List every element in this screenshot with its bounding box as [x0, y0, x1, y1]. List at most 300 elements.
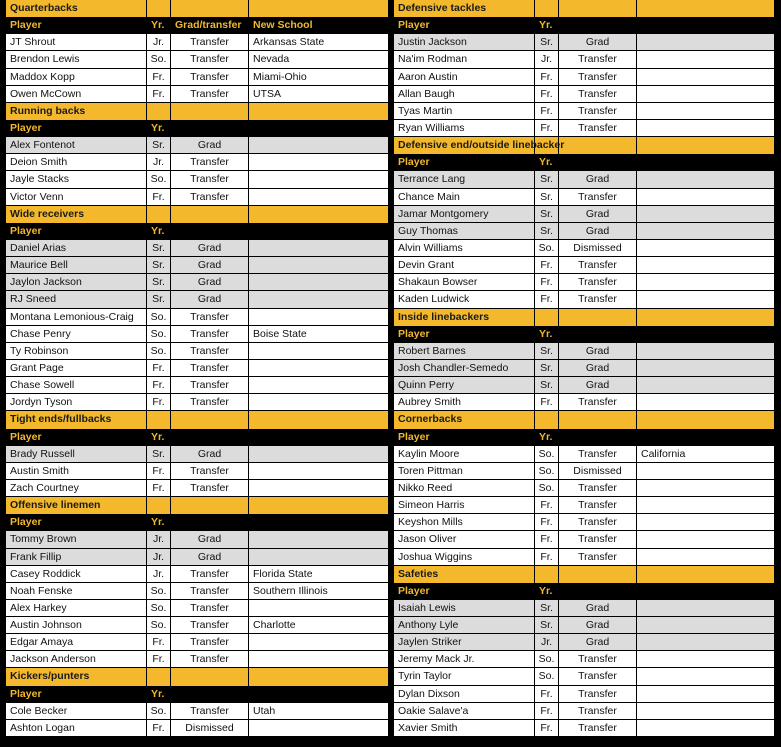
player-name: Aubrey Smith: [394, 394, 535, 410]
player-year: Sr.: [535, 171, 559, 187]
header-school: [249, 514, 388, 531]
player-status: Transfer: [171, 171, 249, 187]
player-year: So.: [147, 51, 171, 67]
table-row: [394, 291, 774, 308]
player-status: Grad: [559, 206, 637, 222]
section-title-filler: [147, 497, 171, 514]
player-year: So.: [535, 480, 559, 496]
section-title-row: [6, 497, 388, 514]
header-player: Player: [10, 224, 42, 237]
player-new-school: [249, 446, 388, 462]
player-status: Transfer: [559, 394, 637, 410]
section-title-filler: [171, 206, 249, 223]
player-name: Oakie Salave'a: [394, 703, 535, 719]
column-header-row: [6, 120, 388, 137]
player-new-school: [249, 343, 388, 359]
table-row: [6, 446, 388, 463]
table-row: [394, 514, 774, 531]
player-new-school: [637, 634, 774, 650]
player-year: Fr.: [147, 69, 171, 85]
section-title: Running backs: [6, 103, 147, 120]
header-school: [637, 429, 774, 446]
player-year: Fr.: [535, 69, 559, 85]
section-title: Kickers/punters: [6, 668, 147, 685]
table-row: [6, 651, 388, 668]
player-new-school: [249, 480, 388, 496]
table-row: [6, 34, 388, 51]
player-new-school: [249, 360, 388, 376]
section-title-row: [394, 566, 774, 583]
player-name: Noah Fenske: [6, 583, 147, 599]
player-name: Toren Pittman: [394, 463, 535, 479]
player-new-school: [637, 531, 774, 547]
player-status: Transfer: [171, 463, 249, 479]
section-title-row: [6, 103, 388, 120]
player-status: Transfer: [171, 326, 249, 342]
header-status: [559, 154, 637, 171]
table-row: [394, 480, 774, 497]
table-row: [394, 51, 774, 68]
player-new-school: [249, 189, 388, 205]
player-new-school: [637, 291, 774, 307]
player-year: Fr.: [535, 686, 559, 702]
section-title: Wide receivers: [6, 206, 147, 223]
player-status: Transfer: [559, 668, 637, 684]
section-title-filler: [249, 411, 388, 428]
player-new-school: [637, 617, 774, 633]
player-year: Sr.: [147, 291, 171, 307]
section-title-filler: [637, 137, 774, 154]
player-new-school: Utah: [253, 704, 276, 717]
table-row: [394, 549, 774, 566]
header-school: [637, 17, 774, 34]
player-new-school: [637, 34, 774, 50]
player-year: Fr.: [147, 480, 171, 496]
player-status: Transfer: [171, 309, 249, 325]
player-name: Chance Main: [394, 189, 535, 205]
header-status: [171, 686, 249, 703]
section-title-filler: [171, 497, 249, 514]
header-player: Player: [10, 516, 42, 529]
column-header-row: [6, 514, 388, 531]
table-row: [6, 257, 388, 274]
player-year: Fr.: [147, 651, 171, 667]
player-status: Transfer: [171, 51, 249, 67]
table-row: [394, 497, 774, 514]
player-status: Grad: [171, 274, 249, 290]
column-header-row: [394, 429, 774, 446]
player-name: Daniel Arias: [6, 240, 147, 256]
player-name: Kaden Ludwick: [394, 291, 535, 307]
header-yr: Yr.: [539, 430, 553, 443]
player-new-school: [637, 223, 774, 239]
header-school: [637, 326, 774, 343]
player-new-school: [637, 497, 774, 513]
player-name: Maurice Bell: [6, 257, 147, 273]
player-year: Sr.: [147, 137, 171, 153]
player-status: Transfer: [171, 69, 249, 85]
player-new-school: [249, 463, 388, 479]
table-row: [394, 651, 774, 668]
table-row: [6, 291, 388, 308]
header-school: [249, 429, 388, 446]
player-name: Jordyn Tyson: [6, 394, 147, 410]
section-title-filler: [535, 566, 559, 583]
player-new-school: [249, 394, 388, 410]
section-title-filler: [171, 411, 249, 428]
player-new-school: Boise State: [253, 327, 307, 340]
player-name: JT Shrout: [6, 34, 147, 50]
column-header-row: [394, 326, 774, 343]
player-name: Justin Jackson: [394, 34, 535, 50]
player-new-school: [249, 531, 388, 547]
player-year: Sr.: [535, 360, 559, 376]
player-status: Grad: [171, 549, 249, 565]
player-year: Jr.: [535, 634, 559, 650]
table-row: [394, 446, 774, 463]
player-name: Tommy Brown: [6, 531, 147, 547]
player-year: So.: [147, 343, 171, 359]
player-new-school: [637, 686, 774, 702]
header-status: [171, 223, 249, 240]
player-name: Nikko Reed: [394, 480, 535, 496]
section-title-row: [6, 411, 388, 428]
player-new-school: [637, 189, 774, 205]
table-row: [6, 171, 388, 188]
section-title-row: [394, 0, 774, 17]
player-new-school: [637, 257, 774, 273]
section-title-filler: [147, 206, 171, 223]
table-row: [394, 703, 774, 720]
player-name: Josh Chandler-Semedo: [394, 360, 535, 376]
header-school: [637, 154, 774, 171]
player-status: Grad: [559, 617, 637, 633]
player-name: Montana Lemonious-Craig: [6, 309, 147, 325]
header-status: [559, 429, 637, 446]
table-row: [6, 69, 388, 86]
player-year: Fr.: [535, 497, 559, 513]
header-player: Player: [10, 687, 42, 700]
section-title-filler: [637, 0, 774, 17]
section-title-filler: [535, 0, 559, 17]
player-name: Anthony Lyle: [394, 617, 535, 633]
section-title-filler: [637, 411, 774, 428]
player-year: Jr.: [147, 531, 171, 547]
player-status: Transfer: [171, 360, 249, 376]
header-status: [171, 514, 249, 531]
table-row: [394, 360, 774, 377]
player-new-school: [637, 480, 774, 496]
header-school: [637, 583, 774, 600]
player-name: Jaylen Striker: [394, 634, 535, 650]
section-title-filler: [249, 103, 388, 120]
table-row: [394, 171, 774, 188]
table-row: [6, 566, 388, 583]
player-year: Fr.: [535, 291, 559, 307]
header-status: [559, 583, 637, 600]
header-yr: Yr.: [539, 156, 553, 169]
player-status: Transfer: [559, 514, 637, 530]
player-new-school: [637, 600, 774, 616]
section-title-filler: [249, 206, 388, 223]
player-status: Grad: [171, 257, 249, 273]
player-name: Ashton Logan: [6, 720, 147, 736]
player-year: Fr.: [535, 86, 559, 102]
player-name: Owen McCown: [6, 86, 147, 102]
section-title-filler: [535, 309, 559, 326]
player-status: Grad: [171, 446, 249, 462]
player-name: Austin Johnson: [6, 617, 147, 633]
section-title-filler: [559, 411, 637, 428]
header-player: Player: [398, 19, 430, 32]
player-new-school: [637, 651, 774, 667]
table-row: [6, 360, 388, 377]
section-title-filler: [637, 566, 774, 583]
table-row: [6, 326, 388, 343]
table-row: [394, 69, 774, 86]
player-new-school: [637, 274, 774, 290]
player-year: Fr.: [535, 103, 559, 119]
player-name: Austin Smith: [6, 463, 147, 479]
section-title: Inside linebackers: [394, 309, 535, 326]
player-status: Transfer: [171, 600, 249, 616]
player-name: RJ Sneed: [6, 291, 147, 307]
player-year: Sr.: [147, 446, 171, 462]
header-yr: Yr.: [539, 19, 553, 32]
table-row: [6, 480, 388, 497]
player-name: Alvin Williams: [394, 240, 535, 256]
player-year: Fr.: [147, 377, 171, 393]
player-name: Grant Page: [6, 360, 147, 376]
table-row: [394, 120, 774, 137]
player-name: Zach Courtney: [6, 480, 147, 496]
player-status: Transfer: [559, 497, 637, 513]
player-name: Jamar Montgomery: [394, 206, 535, 222]
player-year: Jr.: [535, 51, 559, 67]
player-name: Keyshon Mills: [394, 514, 535, 530]
player-status: Dismissed: [171, 720, 249, 736]
player-new-school: Southern Illinois: [253, 584, 328, 597]
player-status: Transfer: [559, 480, 637, 496]
player-status: Grad: [559, 377, 637, 393]
header-player: Player: [398, 156, 430, 169]
player-year: Sr.: [535, 617, 559, 633]
player-name: Simeon Harris: [394, 497, 535, 513]
player-status: Dismissed: [559, 240, 637, 256]
left-column: [6, 0, 388, 737]
player-status: Transfer: [559, 291, 637, 307]
player-status: Transfer: [171, 583, 249, 599]
section-title-row: [394, 137, 774, 154]
player-name: Xavier Smith: [394, 720, 535, 736]
player-status: Grad: [559, 600, 637, 616]
section-title-filler: [171, 0, 249, 17]
player-year: So.: [147, 583, 171, 599]
player-name: Ryan Williams: [394, 120, 535, 136]
table-row: [6, 531, 388, 548]
player-new-school: [637, 103, 774, 119]
player-name: Jason Oliver: [394, 531, 535, 547]
player-name: Jackson Anderson: [6, 651, 147, 667]
section-title-row: [6, 206, 388, 223]
player-new-school: [637, 463, 774, 479]
table-row: [394, 463, 774, 480]
header-yr: Yr.: [539, 327, 553, 340]
header-yr: Yr.: [539, 584, 553, 597]
section-title-filler: [249, 497, 388, 514]
player-status: Grad: [171, 240, 249, 256]
table-row: [6, 189, 388, 206]
player-name: Cole Becker: [6, 703, 147, 719]
player-status: Transfer: [559, 686, 637, 702]
player-new-school: [637, 668, 774, 684]
player-new-school: [637, 171, 774, 187]
player-new-school: California: [641, 447, 686, 460]
table-row: [394, 686, 774, 703]
player-new-school: [249, 634, 388, 650]
player-new-school: [637, 206, 774, 222]
player-status: Transfer: [171, 394, 249, 410]
player-name: Alex Harkey: [6, 600, 147, 616]
player-name: Edgar Amaya: [6, 634, 147, 650]
header-status: Grad/transfer: [175, 19, 242, 32]
player-name: Devin Grant: [394, 257, 535, 273]
table-row: [394, 600, 774, 617]
player-name: Robert Barnes: [394, 343, 535, 359]
player-status: Grad: [559, 360, 637, 376]
player-year: Fr.: [535, 274, 559, 290]
player-new-school: [637, 549, 774, 565]
player-new-school: [249, 171, 388, 187]
header-school: [249, 223, 388, 240]
section-title: Offensive linemen: [6, 497, 147, 514]
player-year: Fr.: [147, 360, 171, 376]
player-new-school: [637, 120, 774, 136]
player-status: Grad: [559, 634, 637, 650]
player-status: Transfer: [171, 154, 249, 170]
player-status: Grad: [171, 137, 249, 153]
player-status: Transfer: [171, 566, 249, 582]
player-status: Transfer: [559, 120, 637, 136]
header-yr: Yr.: [151, 19, 165, 32]
player-year: Fr.: [147, 86, 171, 102]
table-row: [394, 223, 774, 240]
player-year: So.: [147, 617, 171, 633]
player-new-school: [637, 720, 774, 736]
column-header-row: [6, 17, 388, 34]
section-title-filler: [559, 137, 637, 154]
player-year: Fr.: [535, 514, 559, 530]
player-new-school: [637, 51, 774, 67]
table-row: [394, 240, 774, 257]
player-status: Grad: [559, 223, 637, 239]
table-row: [6, 703, 388, 720]
column-header-row: [394, 583, 774, 600]
player-year: Sr.: [535, 223, 559, 239]
player-year: So.: [147, 703, 171, 719]
header-player: Player: [398, 327, 430, 340]
player-new-school: [637, 360, 774, 376]
section-title-row: [394, 309, 774, 326]
section-title: Defensive tackles: [394, 0, 535, 17]
section-title-filler: [535, 411, 559, 428]
player-status: Dismissed: [559, 463, 637, 479]
player-status: Transfer: [559, 86, 637, 102]
player-status: Transfer: [171, 480, 249, 496]
table-row: [6, 86, 388, 103]
player-status: Transfer: [559, 257, 637, 273]
player-year: Sr.: [535, 189, 559, 205]
player-new-school: [249, 377, 388, 393]
player-year: So.: [147, 600, 171, 616]
table-row: [6, 600, 388, 617]
player-new-school: [637, 240, 774, 256]
player-status: Transfer: [559, 51, 637, 67]
table-row: [6, 154, 388, 171]
player-new-school: Nevada: [253, 53, 290, 66]
section-title-filler: [559, 566, 637, 583]
table-row: [394, 189, 774, 206]
player-year: So.: [535, 668, 559, 684]
section-title-filler: [249, 0, 388, 17]
player-year: Sr.: [535, 34, 559, 50]
player-new-school: UTSA: [253, 87, 282, 100]
player-year: So.: [147, 171, 171, 187]
player-new-school: [249, 291, 388, 307]
player-name: Allan Baugh: [394, 86, 535, 102]
header-yr: Yr.: [151, 224, 165, 237]
table-row: [394, 343, 774, 360]
player-new-school: Charlotte: [253, 619, 296, 632]
section-title: Defensive end/outside linebacker: [394, 137, 535, 154]
section-title-filler: [249, 668, 388, 685]
player-year: Fr.: [147, 634, 171, 650]
player-name: Quinn Perry: [394, 377, 535, 393]
player-year: Fr.: [147, 394, 171, 410]
player-status: Transfer: [559, 531, 637, 547]
player-name: Tyas Martin: [394, 103, 535, 119]
player-name: Joshua Wiggins: [394, 549, 535, 565]
section-title-filler: [147, 103, 171, 120]
player-new-school: [637, 86, 774, 102]
player-name: Jaylon Jackson: [6, 274, 147, 290]
table-row: [394, 206, 774, 223]
player-status: Transfer: [559, 69, 637, 85]
player-year: Fr.: [147, 189, 171, 205]
player-new-school: [249, 257, 388, 273]
table-row: [6, 634, 388, 651]
player-name: Casey Roddick: [6, 566, 147, 582]
player-year: Fr.: [535, 703, 559, 719]
table-row: [6, 274, 388, 291]
player-year: Fr.: [535, 394, 559, 410]
header-yr: Yr.: [151, 687, 165, 700]
section-title: Quarterbacks: [6, 0, 147, 17]
player-status: Transfer: [559, 103, 637, 119]
player-new-school: [637, 703, 774, 719]
header-status: [559, 326, 637, 343]
player-year: Fr.: [147, 463, 171, 479]
player-new-school: [637, 377, 774, 393]
header-status: [171, 429, 249, 446]
player-new-school: [637, 394, 774, 410]
header-school: New School: [253, 19, 313, 32]
column-header-row: [6, 429, 388, 446]
section-title-filler: [559, 0, 637, 17]
player-year: Sr.: [147, 274, 171, 290]
player-name: Alex Fontenot: [6, 137, 147, 153]
player-status: Grad: [171, 291, 249, 307]
